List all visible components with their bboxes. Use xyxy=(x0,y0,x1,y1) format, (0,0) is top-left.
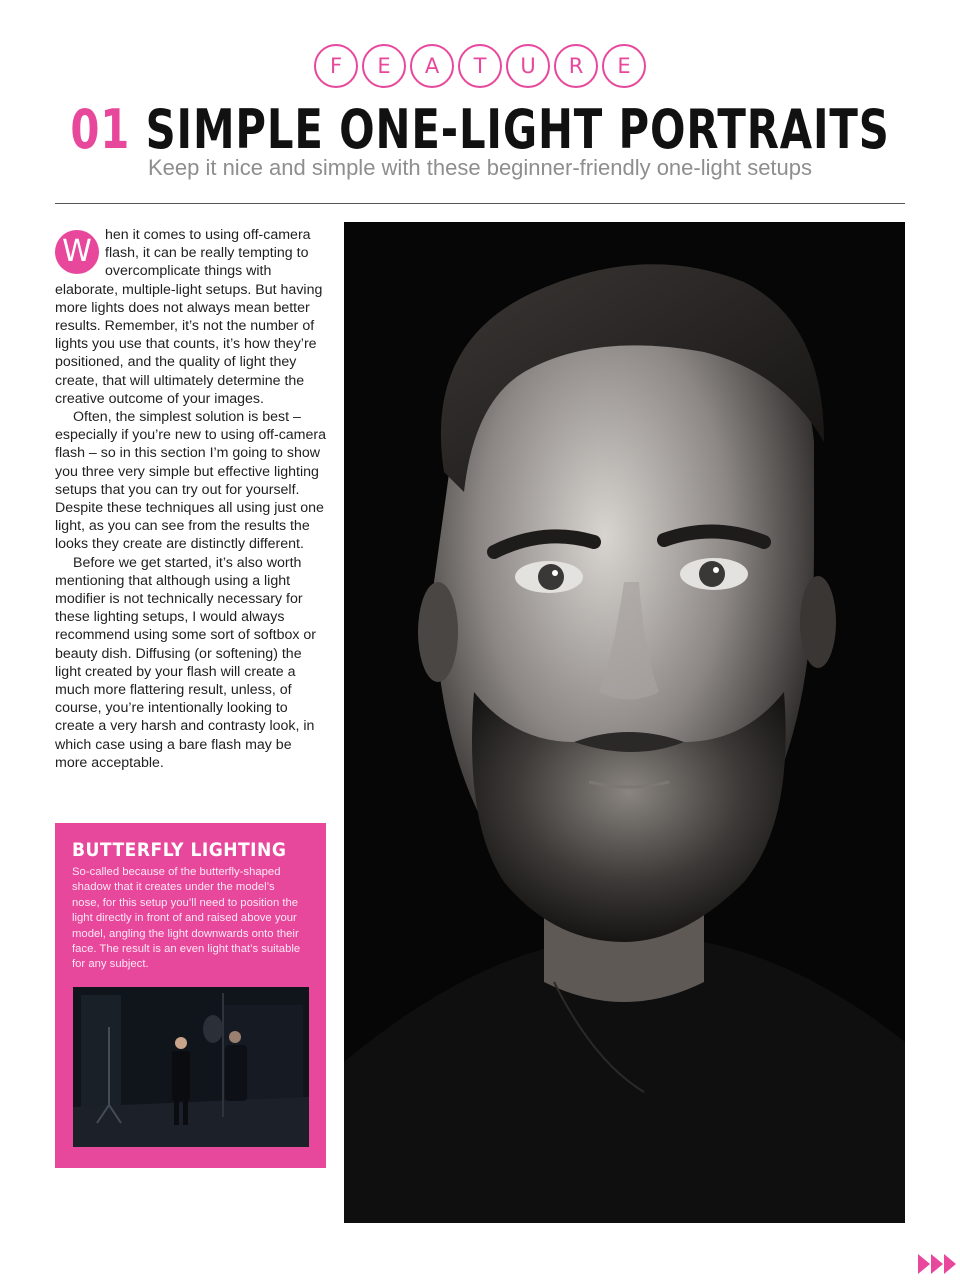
body-paragraph: Before we get started, it’s also worth mentioning that although using a light modifier is not technically necessary for these lighting setups, I would always recommend using some sort of softbox or beauty dish. Diffusing (or softening) the light created by your flash will create a much more flattering result, unless, of course, you’re intentionally looking to create a very harsh and contrasty look, in which case using a bare flash may be more acceptable. xyxy=(55,554,317,771)
kicker-letter: R xyxy=(554,44,598,88)
sidebar-text: So-called because of the butterfly-shaped shadow that it creates under the model’s nose, for this setup you’ll need to position the light directly in front of and raised above your model, angling the light downwards onto their face. The result is an even light that’s suitable for any subject. xyxy=(72,866,301,971)
body-paragraph xyxy=(55,226,327,408)
section-number: 01 xyxy=(70,98,131,161)
article-body xyxy=(55,226,327,772)
studio-setup-illustration xyxy=(73,987,309,1147)
studio-setup-photo xyxy=(73,987,309,1147)
kicker-letter: A xyxy=(410,44,454,88)
article-title: SIMPLE ONE-LIGHT PORTRAITS xyxy=(145,98,890,161)
portrait-photo xyxy=(344,222,905,1223)
bearded-man-portrait xyxy=(344,222,905,1223)
body-paragraph: Often, the simplest solution is best – especially if you’re new to using off-camera flash – so in this section I’m going to show you three very simple but effective lighting setups that you can try out for yourself. Despite these techniques all using just one light, as you can see from the results the looks they create are distinctly different. xyxy=(55,409,327,553)
kicker-letter: E xyxy=(602,44,646,88)
feature-kicker xyxy=(0,44,960,88)
drop-cap: W xyxy=(55,230,99,274)
kicker-letter: T xyxy=(458,44,502,88)
article-headline xyxy=(67,98,893,162)
next-page-arrows-icon[interactable] xyxy=(918,1252,958,1276)
article-subtitle: Keep it nice and simple with these beginner-friendly one-light setups xyxy=(147,155,813,180)
kicker-letter: E xyxy=(362,44,406,88)
sidebar-title: BUTTERFLY LIGHTING xyxy=(72,839,287,861)
paragraph-text: hen it comes to using off-camera flash, it can be really tempting to overcomplicate things with elaborate, multiple-light setups. But having more lights does not always mean better results. Remember, it’s not the number of lights you use that counts, it’s how they’re positioned, and the quality of light they create, that will ultimately determine the creative outcome of your images. xyxy=(55,227,323,407)
butterfly-lighting-box xyxy=(55,823,326,1168)
kicker-letter: U xyxy=(506,44,550,88)
kicker-letter: F xyxy=(314,44,358,88)
header-divider xyxy=(55,203,905,204)
